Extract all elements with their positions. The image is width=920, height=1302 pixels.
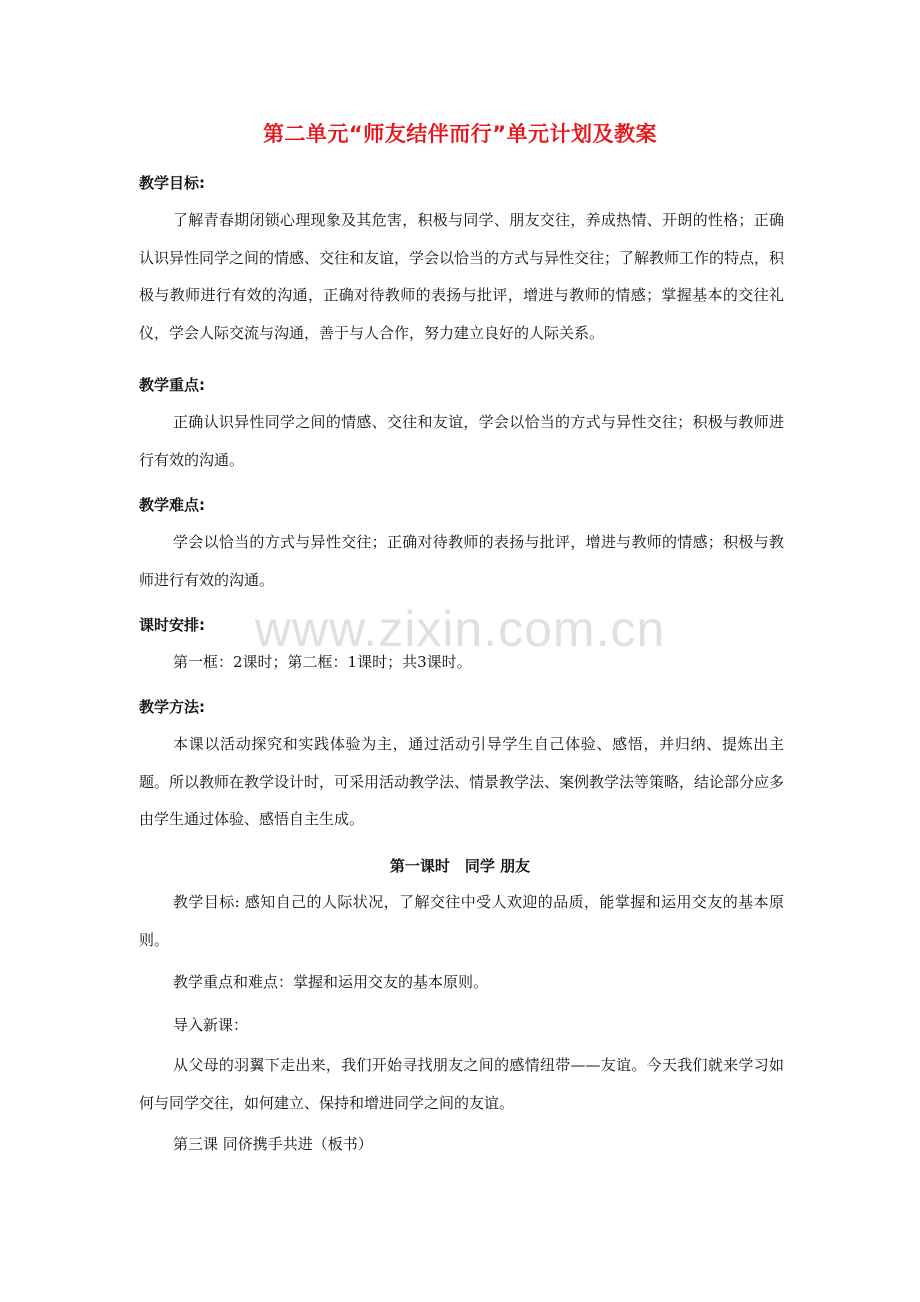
document-title: 第二单元“师友结伴而行”单元计划及教案 [262,122,658,146]
watermark: www.zixin.com.cn [254,601,666,657]
objectives-text: 了解青春期闭锁心理现象及其危害，积极与同学、朋友交往，养成热情、开朗的性格；正确认识异性同学之间的情感、交往和友谊，学会以恰当的方式与异性交往；了解教师工作的特点，积极与教师进行有效的沟通，正确对待教师的表扬与批评，增进与教师的情感；掌握基本的交往礼仪，学会人际交流与沟通，善于与人合作，努力建立良好的人际关系。 [139,211,785,342]
lesson1-board-title: 第三课 同侪携手共进（板书） [173,1135,373,1153]
methods-text: 本课以活动探究和实践体验为主，通过活动引导学生自己体验、感悟，并归纳、提炼出主题。所以教师在教学设计时，可采用活动教学法、情景教学法、案例教学法等策略，结论部分应多由学生通过体验、感悟自主生成。 [139,735,785,828]
lesson1-key-difficulty: 教学重点和难点：掌握和运用交友的基本原则。 [173,973,489,991]
lesson1-title: 第一课时 同学 朋友 [389,857,531,875]
schedule-text: 第一框：2课时；第二框：1课时；共3课时。 [173,653,472,671]
objectives-heading: 教学目标: [139,174,205,192]
lesson1-intro-text: 从父母的羽翼下走出来，我们开始寻找朋友之间的感情纽带——友谊。今天我们就来学习如何与同学交往，如何建立、保持和增进同学之间的友谊。 [139,1056,784,1112]
lesson1-intro-label: 导入新课： [173,1016,249,1034]
schedule-heading: 课时安排: [139,616,205,634]
key-points-heading: 教学重点: [139,376,205,394]
difficulties-heading: 教学难点: [139,496,205,514]
lesson1-objective: 教学目标: 感知自己的人际状况，了解交往中受人欢迎的品质，能掌握和运用交友的基本原则。 [139,893,784,949]
difficulties-text: 学会以恰当的方式与异性交往；正确对待教师的表扬与批评，增进与教师的情感；积极与教师进行有效的沟通。 [139,533,784,589]
key-points-text: 正确认识异性同学之间的情感、交往和友谊，学会以恰当的方式与异性交往；积极与教师进行有效的沟通。 [139,413,784,469]
methods-heading: 教学方法: [139,698,205,716]
